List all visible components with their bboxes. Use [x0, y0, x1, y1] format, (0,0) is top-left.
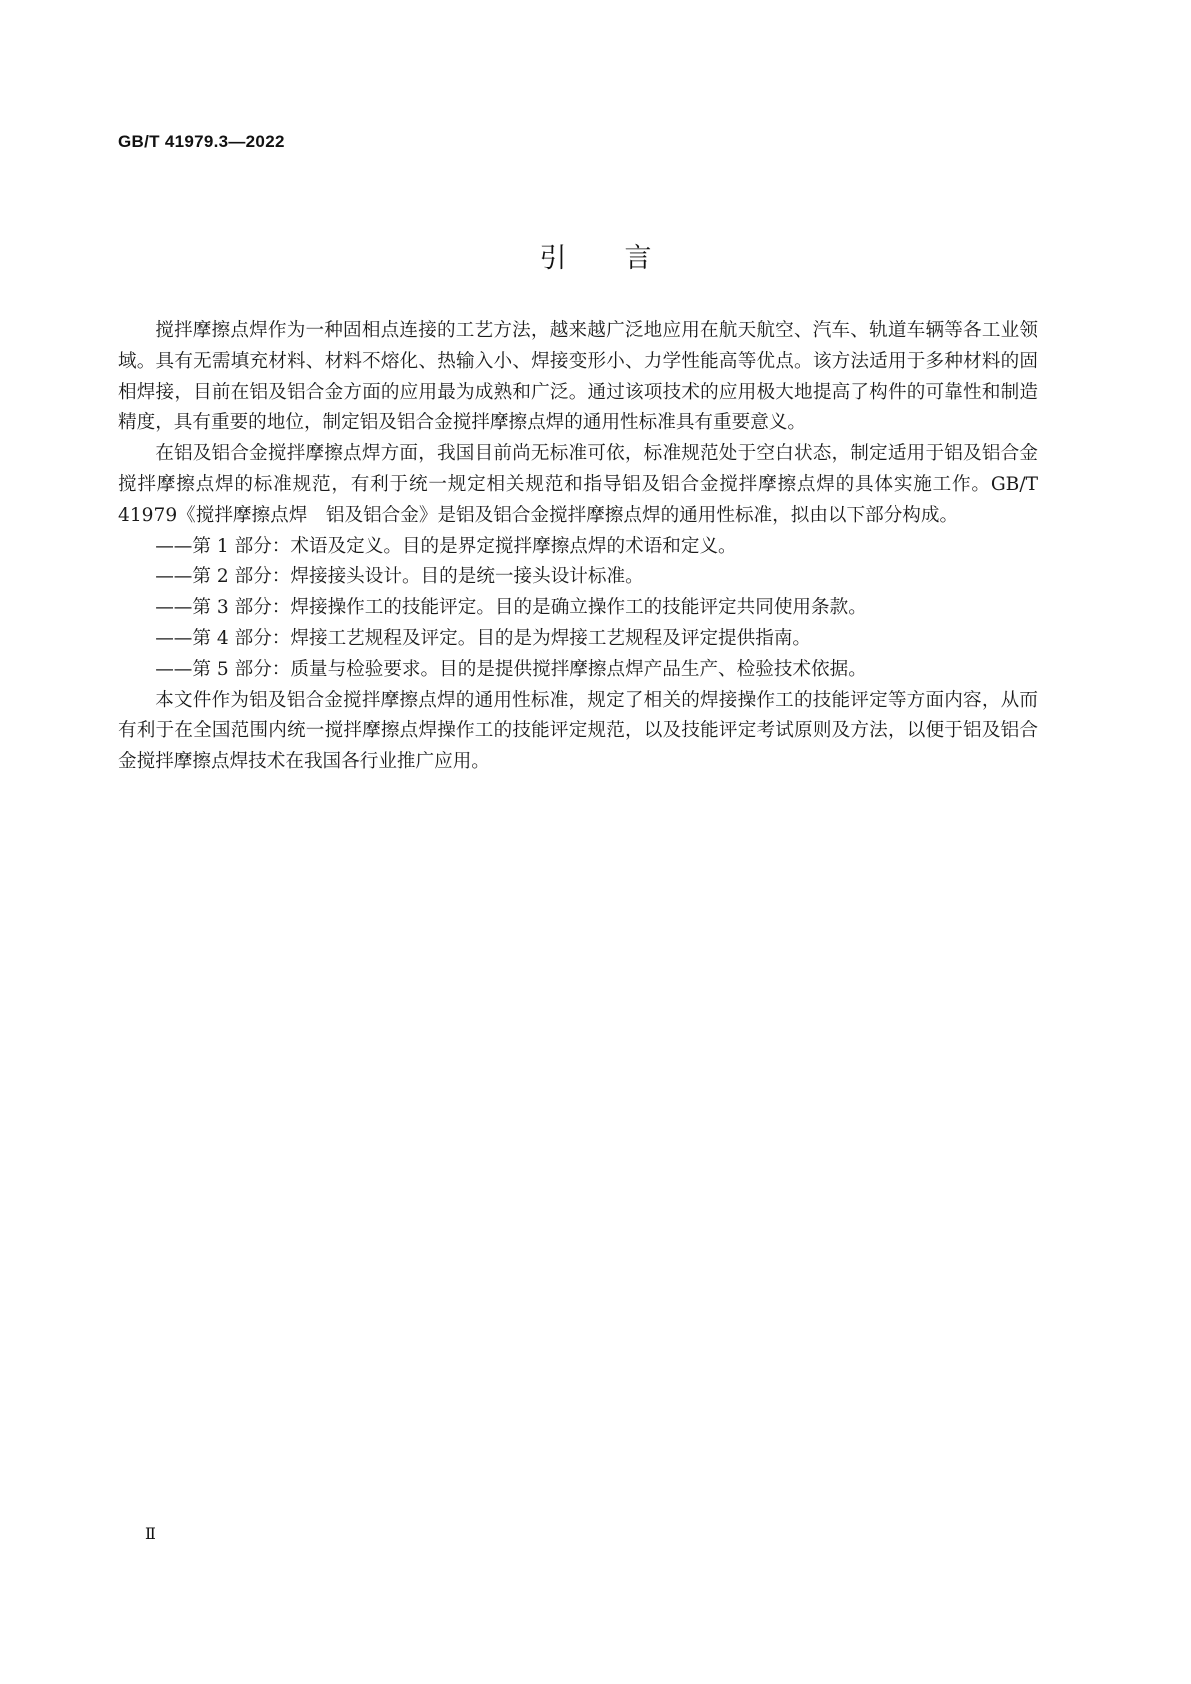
list-item-part-5: ——第 5 部分：质量与检验要求。目的是提供搅拌摩擦点焊产品生产、检验技术依据。 [155, 658, 867, 680]
list-item-part-2: ——第 2 部分：焊接接头设计。目的是统一接头设计标准。 [155, 566, 644, 588]
paragraph-closing: 本文件作为铝及铝合金搅拌摩擦点焊的通用性标准，规定了相关的焊接操作工的技能评定等方面内容，从而有利于在全国范围内统一搅拌摩擦点焊操作工的技能评定规范，以及技能评定考试原则及方法，以便于铝及铝合金搅拌摩擦点焊技术在我国各行业推广应用。 [118, 689, 1038, 773]
list-item-part-1: ——第 1 部分：术语及定义。目的是界定搅拌摩擦点焊的术语和定义。 [155, 535, 737, 557]
paragraph-overview: 搅拌摩擦点焊作为一种固相点连接的工艺方法，越来越广泛地应用在航天航空、汽车、轨道车辆等各工业领域。具有无需填充材料、材料不熔化、热输入小、焊接变形小、力学性能高等优点。该方法适用于多种材料的固相焊接，目前在铝及铝合金方面的应用最为成熟和广泛。通过该项技术的应用极大地提高了构件的可靠性和制造精度，具有重要的地位，制定铝及铝合金搅拌摩擦点焊的通用性标准具有重要意义。 [118, 320, 1038, 434]
paragraph-background: 在铝及铝合金搅拌摩擦点焊方面，我国目前尚无标准可依，标准规范处于空白状态，制定适用于铝及铝合金搅拌摩擦点焊的标准规范，有利于统一规定相关规范和指导铝及铝合金搅拌摩擦点焊的具体实施工作。GB/T 41979《搅拌摩擦点焊 铝及铝合金》是铝及铝合金搅拌摩擦点焊的通用性标准，拟由以下部分构成。 [118, 443, 1038, 526]
introduction-body [118, 316, 1038, 778]
page-title: 引言 [539, 243, 710, 274]
standard-code: GB/T 41979.3—2022 [118, 132, 285, 151]
list-item-part-4: ——第 4 部分：焊接工艺规程及评定。目的是为焊接工艺规程及评定提供指南。 [155, 627, 812, 649]
list-item-part-3: ——第 3 部分：焊接操作工的技能评定。目的是确立操作工的技能评定共同使用条款。 [155, 597, 867, 619]
page-number: Ⅱ [145, 1524, 155, 1543]
